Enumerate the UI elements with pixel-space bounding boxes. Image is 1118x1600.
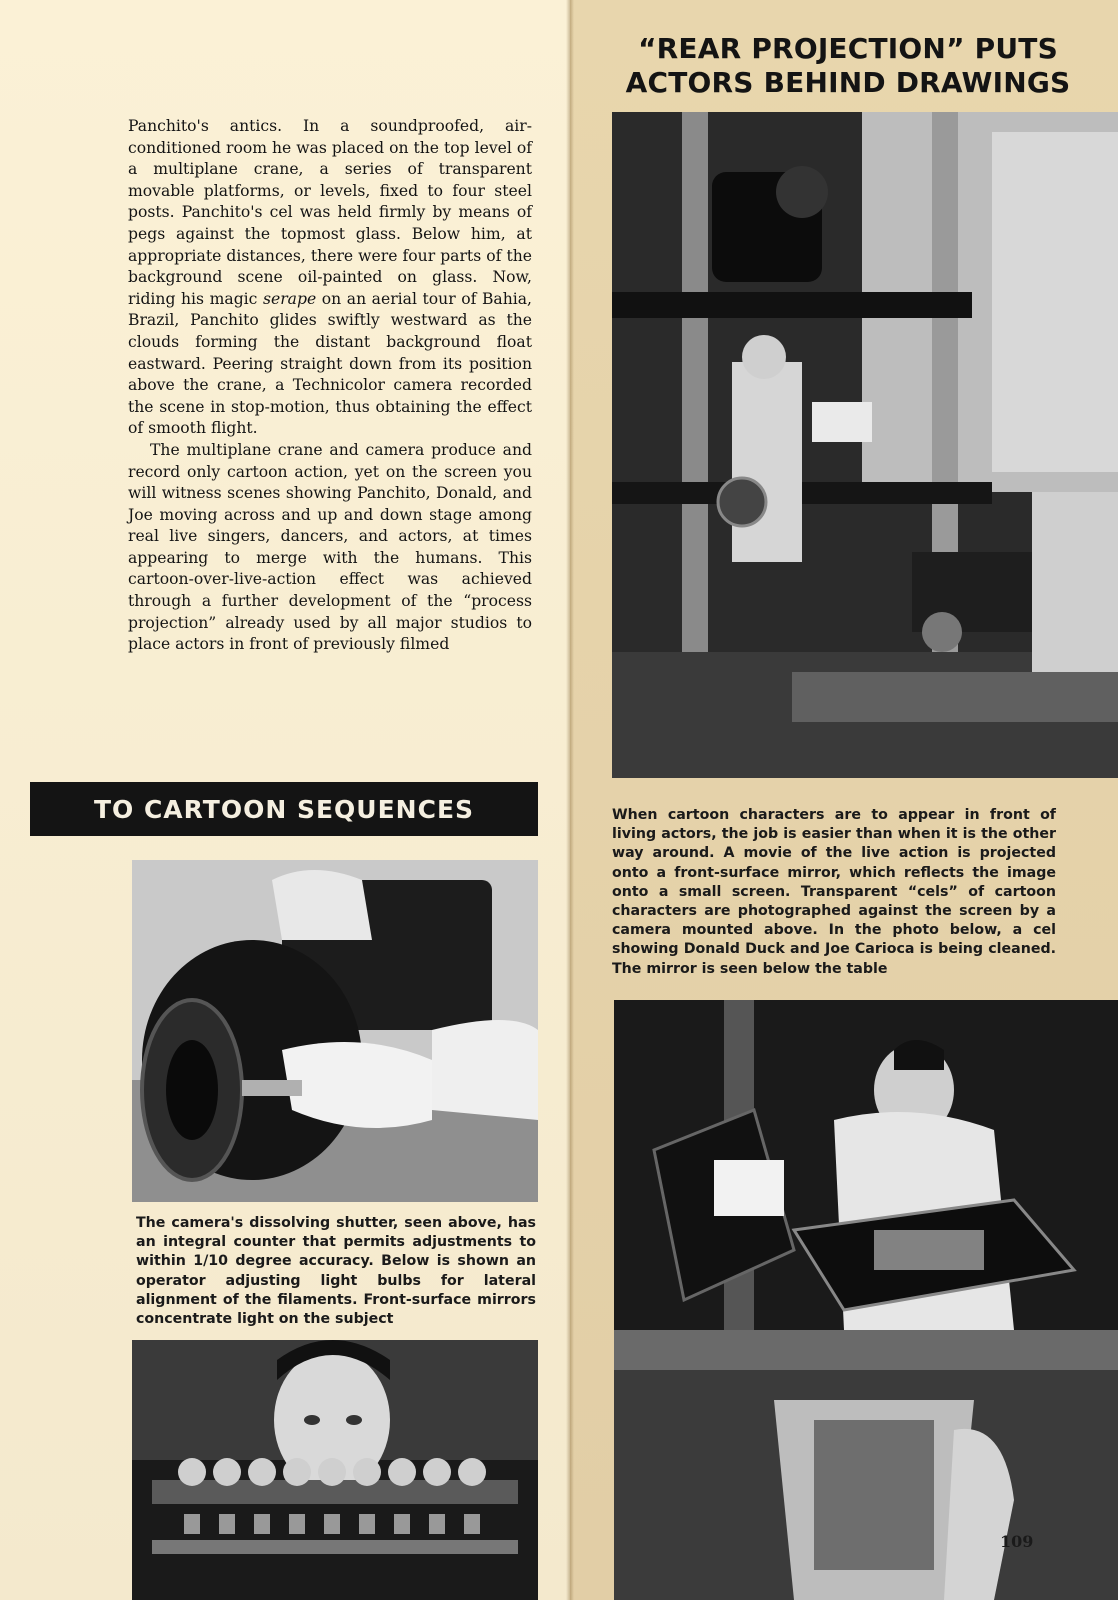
headline xyxy=(608,32,1088,100)
caption-rear-projection: When cartoon characters are to appear in front of living actors, the job is easier than when it is the other way around. A movie of the live action is projected onto a front-surface mirror, which reflects the image onto a small screen. Transparent “cels” of cartoon characters are photographed against the screen by a camera mounted above. In the photo below, a cel showing Donald Duck and Joe Carioca is being cleaned. The mirror is seen below the table xyxy=(612,807,1056,977)
headline-line-1: “REAR PROJECTION” PUTS xyxy=(638,32,1058,65)
photo-light-bulbs-illustration xyxy=(132,1340,538,1600)
article-paragraph-2: The multiplane crane and camera produce and record only cartoon action, yet on the screen you will witness scenes showing Panchito, Donald, and Joe moving across and up and down stage among real live singers, dancers, and actors, at times appearing to merge with the humans. This cartoon-over-live-action effect was achieved through a further development of the “process projection” already used by all major studios to place actors in front of previously filmed xyxy=(128,440,532,654)
article-paragraph-1: Panchito's antics. In a soundproofed, air-conditioned room he was placed on the top level of a multiplane crane, a series of transparent movable platforms, or levels, fixed to four steel posts. Panchito's cel was held firmly by means of pegs against the topmost glass. Below him, at appropriate distances, there were four parts of the background scene oil-painted on glass. Now, riding his magic serape on an aerial tour of Bahia, Brazil, Panchito glides swiftly westward as the clouds forming the distant background float eastward. Peering straight down from its position above the crane, a Technicolor camera recorded the scene in stop-motion, thus obtaining the effect of smooth flight. xyxy=(128,117,532,438)
italic-word: serape xyxy=(262,289,317,308)
photo-projection-crane-illustration xyxy=(612,112,1118,778)
photo-projection-crane xyxy=(612,112,1118,778)
photo-light-bulbs xyxy=(132,1340,538,1600)
page-number: 109 xyxy=(1000,1532,1034,1551)
section-banner: TO CARTOON SEQUENCES xyxy=(30,782,538,836)
caption-camera-shutter: The camera's dissolving shutter, seen above, has an integral counter that permits adjustments to within 1/10 degree accuracy. Below is shown an operator adjusting light bulbs for lateral alignment of the filaments. Front-surface mirrors concentrate light on the subject xyxy=(136,1215,536,1328)
photo-cel-cleaning-illustration xyxy=(614,1000,1118,1600)
photo-camera-shutter xyxy=(132,860,538,1202)
article-body xyxy=(128,116,532,656)
photo-camera-shutter-illustration xyxy=(132,860,538,1202)
photo-cel-cleaning xyxy=(614,1000,1118,1600)
page-fold xyxy=(566,0,574,1600)
headline-line-2: ACTORS BEHIND DRAWINGS xyxy=(625,66,1071,99)
